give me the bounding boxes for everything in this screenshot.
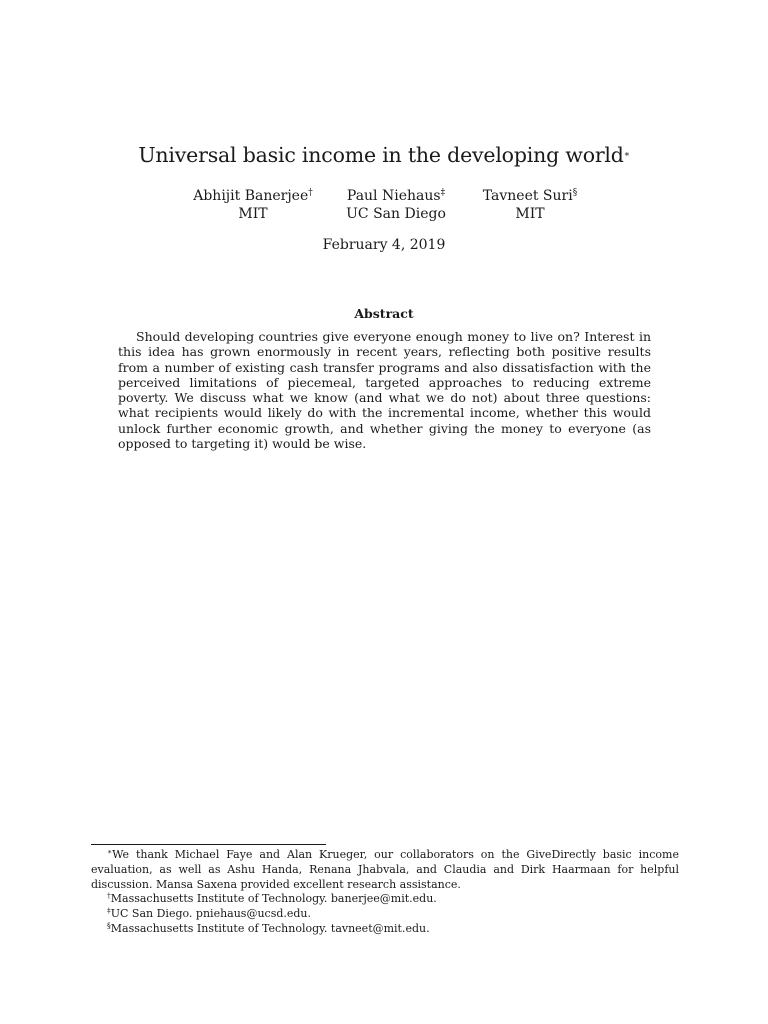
author-block-1 [191,187,315,223]
footnote-text: UC San Diego. pniehaus@ucsd.edu. [110,907,312,921]
footnote-acknowledgement [91,848,679,892]
author-block-3 [479,187,581,223]
author-affiliation: MIT [238,206,268,222]
footnote-mark: † [107,891,111,901]
author-name [340,187,452,205]
footnote-mark: ∗ [107,847,113,856]
abstract-body: Should developing countries give everyone enough money to live on? Interest in this idea has grown enormously in recent years, reflecting both positive results from a number of existing cash transfer programs and also dissatisfaction with the perceived limitations of piecemeal, targeted approaches to reducing extreme poverty. We discuss what we know (and what we do not) about three questions: what recipients would likely do with the incremental income, whether this would unlock further economic growth, and whether giving the money to everyone (as opposed to targeting it) would be wise. [118,329,651,452]
author-name [191,187,315,205]
paper-title [0,143,768,167]
author-footnote-mark: ‡ [440,188,446,198]
title-text: Universal basic income in the developing world [138,143,624,167]
paper-date: February 4, 2019 [322,237,446,253]
author-block-2 [340,187,452,223]
author-name-text: Paul Niehaus [346,188,441,204]
footnote-niehaus [91,907,679,922]
footnote-banerjee [91,892,679,907]
footnote-text: Massachusetts Institute of Technology. tavneet@mit.edu. [110,921,430,935]
author-name-text: Tavneet Suri [482,188,573,204]
footnote-mark: ‡ [107,906,111,916]
footnote-suri [91,922,679,937]
footnote-rule [91,844,326,845]
author-name-text: Abhijit Banerjee [193,188,309,204]
author-affiliation: MIT [515,206,545,222]
footnote-text: Massachusetts Institute of Technology. banerjee@mit.edu. [110,892,437,906]
author-affiliation: UC San Diego [346,206,446,222]
footnote-text: We thank Michael Faye and Alan Krueger, our collaborators on the GiveDirectly basic income evaluation, as well as Ashu Handa, Renana Jhabvala, and Claudia and Dirk Haarmaan for helpful discussion. Mansa Saxena provided excellent research assistance. [91,848,679,891]
author-footnote-mark: † [308,188,313,198]
footnote-mark: § [107,920,111,930]
author-footnote-mark: § [572,188,578,198]
footnotes [91,848,679,937]
title-footnote-mark: ∗ [623,150,630,160]
author-name [479,187,581,205]
abstract-heading: Abstract [354,306,414,321]
